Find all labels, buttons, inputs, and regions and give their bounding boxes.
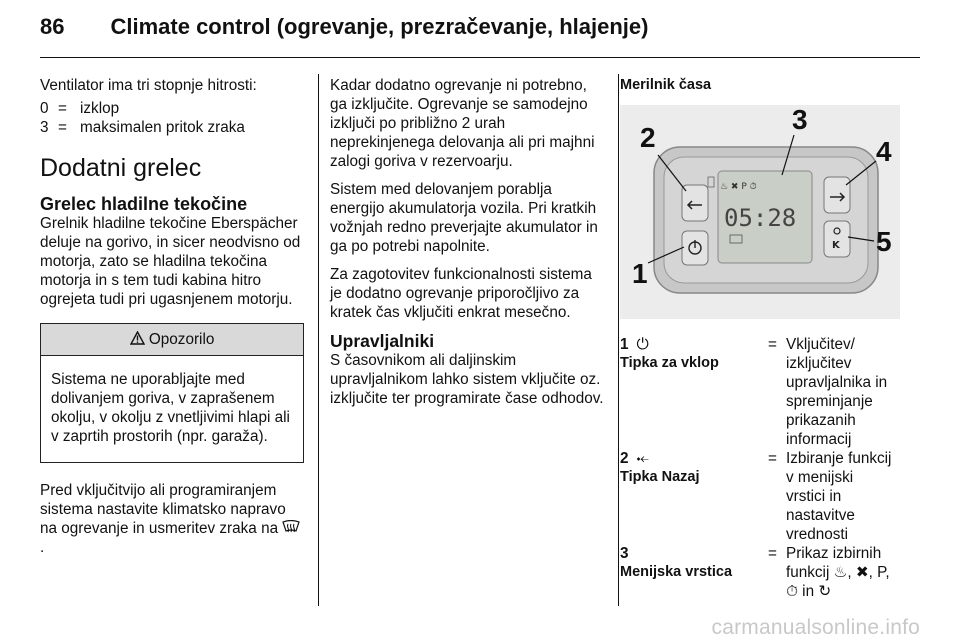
subsection-heading: Grelec hladilne tekočine — [40, 194, 248, 214]
timer-figure — [620, 105, 900, 319]
legend-item: 2 ⤝ Tipka Nazaj = Izbiranje funkcij v menijski vrstici in nastavitve vrednosti — [620, 449, 920, 544]
fan-intro: Ventilator ima tri stopnje hitrosti: — [40, 77, 257, 94]
list-item: 3 = maksimalen pritok zraka — [40, 119, 245, 136]
display-time: 05:28 — [724, 204, 797, 232]
warning-title: Opozorilo — [148, 331, 215, 348]
column-2 — [330, 76, 606, 417]
column-divider — [318, 74, 319, 606]
warning-header — [41, 324, 303, 356]
warning-box — [40, 323, 304, 463]
page-number: 86 — [40, 14, 65, 39]
legend-item: 3 Menijska vrstica = Prikaz izbirnih funkcij ♨, ✖, P, ⏱ in ↻ — [620, 544, 920, 601]
legend-desc: Vključitev/ izključitev upravljalnika in spreminjanje prikazanih informacij — [786, 336, 888, 448]
callout-2: 2 — [640, 122, 656, 153]
legend-item: 1 ⏻ Tipka za vklop = Vključitev/ izključitev upravljalnika in spreminjanje prikazanih informacij — [620, 335, 920, 449]
paragraph: Kadar dodatno ogrevanje ni potrebno, ga izključite. Ogrevanje se samodejno izključi po približno 2 urah neprekinjenega delovanja ali pri majhni zalogi goriva v rezervoarju. — [330, 77, 595, 170]
page-title: Climate control (ogrevanje, prezračevanje, hlajenje) — [110, 14, 649, 39]
page-header — [40, 14, 648, 40]
paragraph: S časovnikom ali daljinskim upravljalnikom lahko sistem vključite oz. izključite ter programirate čase odhodov. — [330, 352, 604, 407]
heater-description: Grelnik hladilne tekočine Eberspächer deluje na gorivo, in sicer neodvisno od motorja, zato se hladilna tekočina motorja in s tem tudi kabina hitro ogrejeta tudi pri ugasnjenem motorju. — [40, 215, 301, 308]
back-arrow-icon: ⤝ — [636, 450, 649, 467]
callout-5: 5 — [876, 226, 892, 257]
warning-text: Sistema ne uporabljajte med dolivanjem goriva, v zaprašenem okolju, v okolju z vnetljivimi hlapi ali v zaprtih prostorih (npr. garaža). — [51, 371, 290, 445]
setup-instruction: Pred vključitvijo ali programiranjem sistema nastavite klimatsko napravo na ogrevanje in usmeritev zraka na — [40, 482, 286, 537]
section-heading: Upravljalniki — [330, 331, 435, 351]
timer-illustration — [620, 105, 900, 319]
legend-term: Menijska vrstica — [620, 564, 733, 580]
power-icon: ⏻ — [636, 336, 649, 353]
column-3 — [620, 76, 920, 601]
legend-desc: Izbiranje funkcij v menijski vrstici in nastavitve vrednosti — [786, 450, 892, 543]
legend-term: Tipka za vklop — [620, 355, 719, 371]
paragraph: Za zagotovitev funkcionalnosti sistema je dodatno ogrevanje priporočljivo za kratek čas vključiti enkrat mesečno. — [330, 266, 592, 321]
list-item: 0 = izklop — [40, 100, 120, 117]
figure-legend — [620, 335, 920, 601]
paragraph: Sistem med delovanjem porablja energijo akumulatorja vozila. Pri kratkih vožnjah redno preverjajte akumulator in ga po potrebi napolnite. — [330, 181, 598, 255]
callout-4: 4 — [876, 136, 892, 167]
legend-term: Tipka Nazaj — [620, 469, 700, 485]
callout-1: 1 — [632, 258, 648, 289]
callout-3: 3 — [792, 105, 808, 135]
section-heading: Dodatni grelec — [40, 154, 202, 182]
watermark: carmanualsonline.info — [711, 616, 920, 639]
header-divider — [40, 57, 920, 58]
windscreen-defrost-icon — [282, 520, 300, 537]
figure-title: Merilnik časa — [620, 77, 712, 93]
legend-desc: Prikaz izbirnih funkcij ♨, ✖, P, ⏱ in ↻ — [786, 545, 890, 600]
warning-triangle-icon — [130, 331, 149, 348]
display-menu: ♨ ✖ P ⏱ — [720, 182, 757, 192]
fan-levels — [40, 99, 304, 137]
forward-button[interactable] — [824, 177, 850, 213]
ok-button[interactable] — [824, 221, 850, 257]
column-divider — [618, 74, 619, 606]
ok-button-label: K — [832, 240, 840, 251]
column-1: Ventilator ima tri stopnje hitrosti: 0 = izklop 3 = maksimalen pritok zraka Dodatni grelec Grelec hladilne tekočine Grelnik hladilne tekočine Eberspächer deluje na gorivo, in sicer neodvisno od motorja, zato se hladilna tekočina motorja in s tem tudi kabina hitro ogrejeta tudi pri ugasnjenem motorju. Opozorilo Sistema ne uporabljajte med dolivanjem goriva, v zaprašenem okolju, v okolju z vnetljivimi hlapi ali v zaprtih prostorih (npr. garaža). Pred vključitvijo ali programiranjem sistema nastavite klimatsko napravo na ogrevanje in usmeritev zraka na . — [40, 76, 304, 566]
